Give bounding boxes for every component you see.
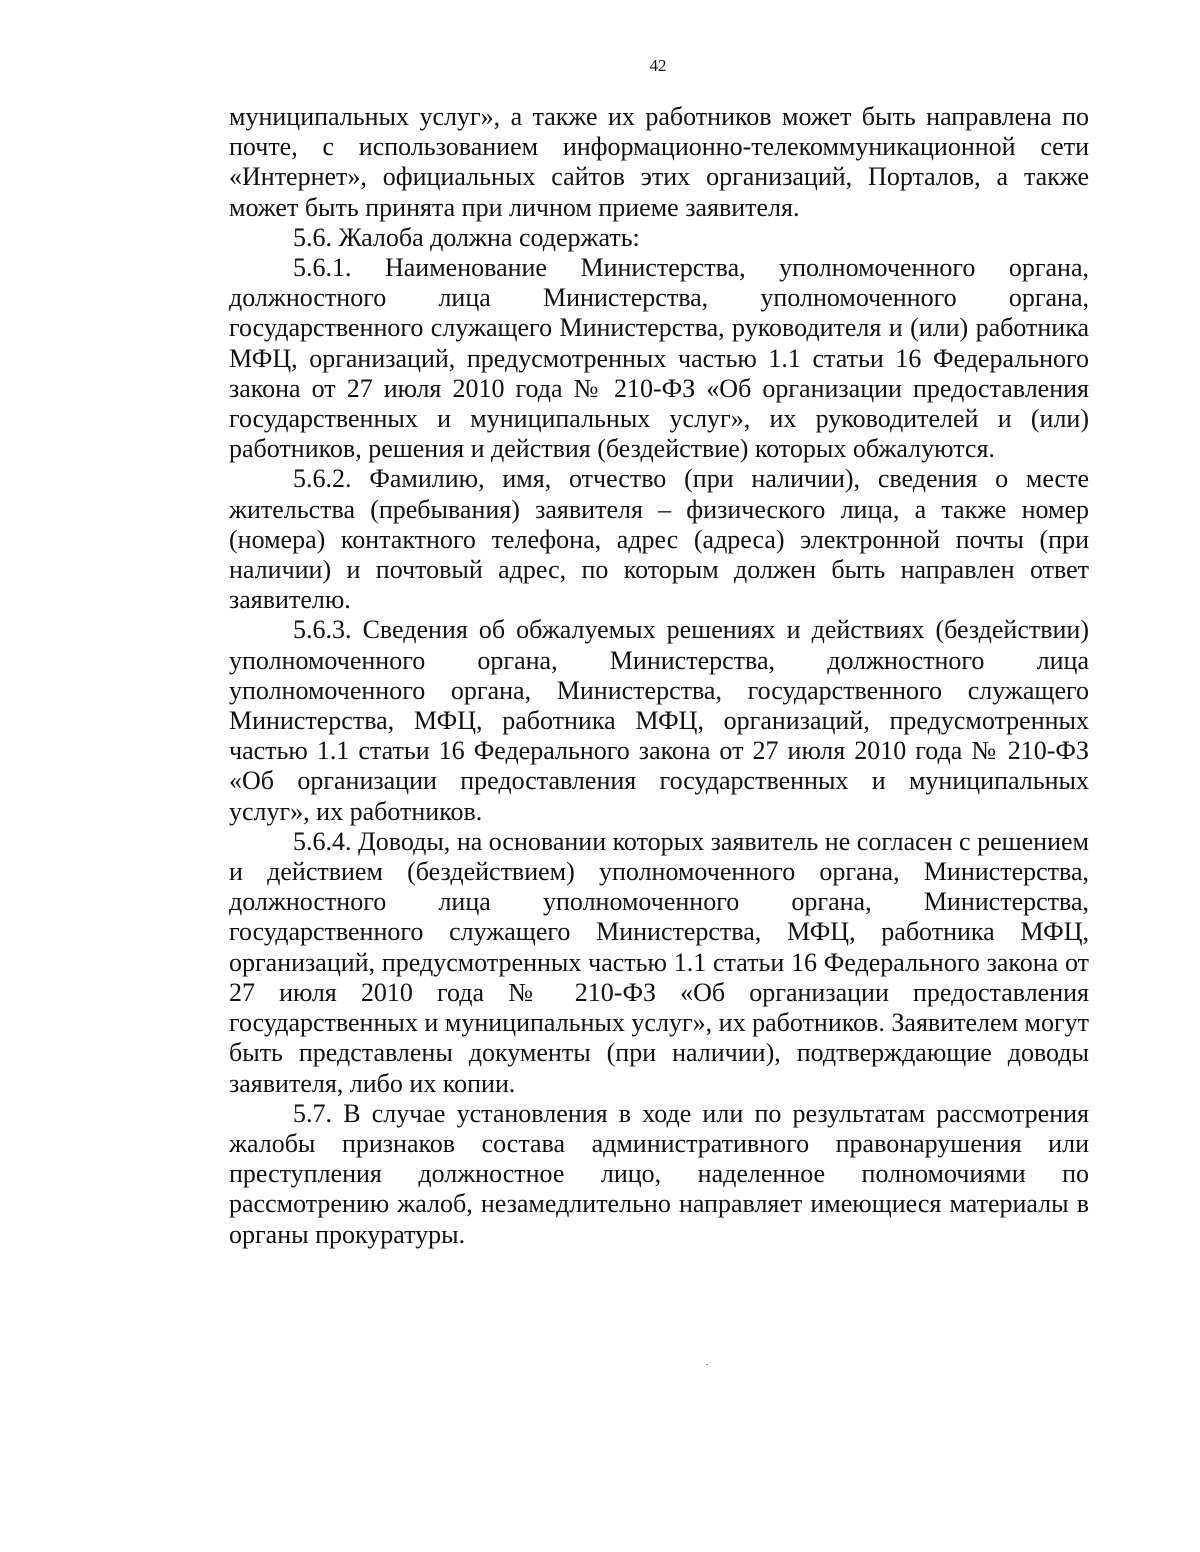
paragraph-5-6-3 — [229, 615, 1089, 826]
paragraph-text: муниципальных услуг», а также их работников может быть направлена по почте, с использованием информационно-телекоммуникационной сети «Интернет», официальных сайтов этих организаций, Порталов, а также может быть принята при личном приеме заявителя. — [229, 102, 1089, 222]
paragraph-text: 5.7. В случае установления в ходе или по результатам рассмотрения жалобы признаков состава административного правонарушения или преступления должностное лицо, наделенное полномочиями по рассмотрению жалоб, незамедлительно направляет имеющиеся материалы в органы прокуратуры. — [229, 1098, 1089, 1249]
paragraph-text: 5.6.3. Сведения об обжалуемых решениях и действиях (бездействии) уполномоченного органа, Министерства, должностного лица уполномоченного органа, Министерства, государственного служащего Министерства, МФЦ, работника МФЦ, организаций, предусмотренных частью 1.1 статьи 16 Федерального закона от 27 июля 2010 года № 210-ФЗ «Об организации предоставления государственных и муниципальных услуг», их работников. — [229, 615, 1089, 826]
paragraph-5-6-4 — [229, 827, 1089, 1099]
paragraph-5-6 — [229, 223, 1089, 253]
paragraph-text: 5.6.1. Наименование Министерства, уполномоченного органа, должностного лица Министерства, уполномоченного органа, государственного служащего Министерства, руководителя и (или) работника МФЦ, организаций, предусмотренных частью 1.1 статьи 16 Федерального закона от 27 июля 2010 года № 210-ФЗ «Об организации предоставления государственных и муниципальных услуг», их руководителей и (или) работников, решения и действия (бездействие) которых обжалуются. — [229, 253, 1089, 464]
document-body — [229, 102, 1089, 1250]
paragraph-continuation — [229, 102, 1089, 223]
paragraph-5-6-2 — [229, 464, 1089, 615]
scan-speck — [706, 1364, 708, 1365]
paragraph-text: 5.6. Жалоба должна содержать: — [293, 222, 640, 252]
paragraph-text: 5.6.2. Фамилию, имя, отчество (при наличии), сведения о месте жительства (пребывания) заявителя – физического лица, а также номер (номера) контактного телефона, адрес (адреса) электронной почты (при наличии) и почтовый адрес, по которым должен быть направлен ответ заявителю. — [229, 464, 1089, 615]
paragraph-text: 5.6.4. Доводы, на основании которых заявитель не согласен с решением и действием (бездействием) уполномоченного органа, Министерства, должностного лица уполномоченного органа, Министерства, государственного служащего Министерства, МФЦ, работника МФЦ, организаций, предусмотренных частью 1.1 статьи 16 Федерального закона от 27 июля 2010 года № 210-ФЗ «Об организации предоставления государственных и муниципальных услуг», их работников. Заявителем могут быть представлены документы (при наличии), подтверждающие доводы заявителя, либо их копии. — [229, 826, 1089, 1098]
page-number: 42 — [649, 56, 667, 75]
paragraph-5-7 — [229, 1099, 1089, 1250]
paragraph-5-6-1 — [229, 253, 1089, 464]
